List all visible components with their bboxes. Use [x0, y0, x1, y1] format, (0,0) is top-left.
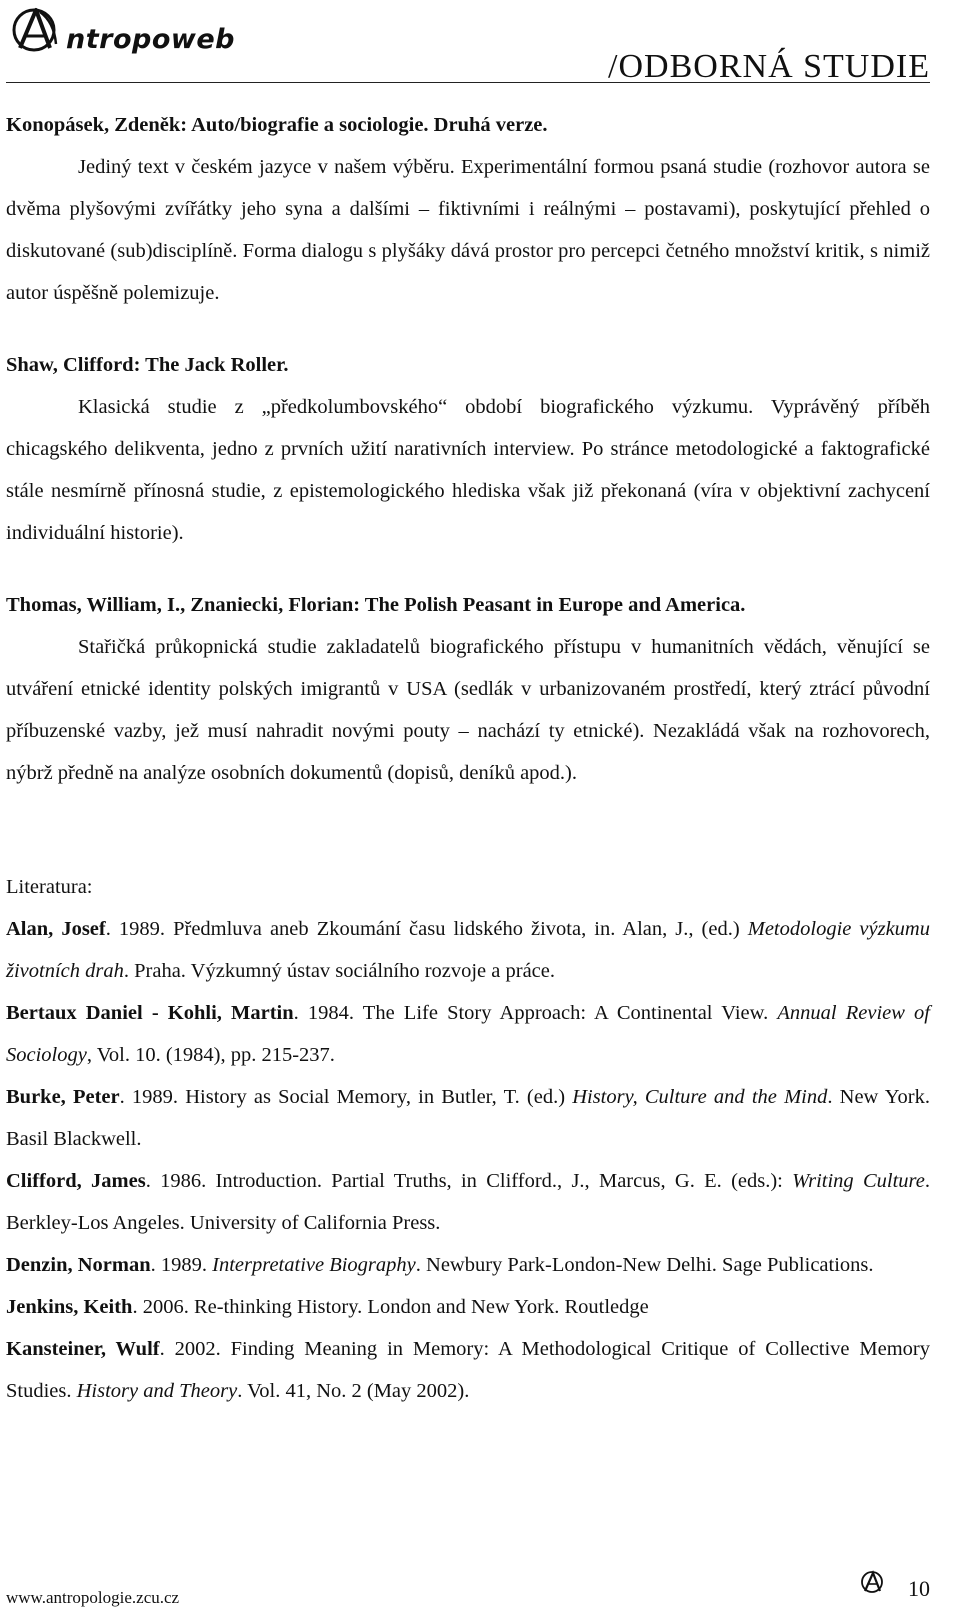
- reference-list: [6, 908, 930, 1412]
- reference-author: Jenkins, Keith: [6, 1296, 133, 1318]
- reference-item: [6, 992, 930, 1076]
- reference-author: Kansteiner, Wulf: [6, 1338, 160, 1360]
- logo-text: ntropoweb: [66, 24, 235, 55]
- logo-a-icon: [10, 4, 70, 62]
- entry-body: Klasická studie z „předkolumbovského“ období biografického výzkumu. Vyprávěný příběh chicagského delikventa, jedno z prvních užití narativních interview. Po stránce metodologické a faktografické stále nesmírně přínosná studie, z epistemologického hlediska však již překonaná (víra v objektivní zachycení individuální historie).: [6, 396, 930, 544]
- reference-item: [6, 908, 930, 992]
- entry-title: Shaw, Clifford: The Jack Roller.: [6, 354, 289, 376]
- antropoweb-logo[interactable]: [10, 4, 235, 60]
- reference-item: [6, 1244, 930, 1286]
- reference-text: . 2002. Finding Meaning in Memory: A Methodological Critique of Collective Memory Studies.: [6, 1338, 930, 1402]
- entry-body: Stařičká průkopnická studie zakladatelů biografického přístupu v humanitních vědách, věnující se utváření etnické identity polských imigrantů v USA (sedlák v urbanizovaném prostředí, který ztrácí původní příbuzenské vazby, jež musí nahradit novými pouty – nachází ty etnické). Nezakládá však na rozhovorech, nýbrž předně na analýze osobních dokumentů (dopisů, deníků apod.).: [6, 636, 930, 784]
- header-divider: [6, 82, 930, 83]
- reference-text: . Praha. Výzkumný ústav sociálního rozvoje a práce.: [123, 960, 556, 982]
- reference-work-title: Metodologie výzkumu životních drah: [6, 918, 930, 982]
- section-tag: /ODBORNÁ STUDIE: [608, 48, 930, 85]
- reference-text: , Vol. 10. (1984), pp. 215-237.: [86, 1044, 335, 1066]
- reference-text: . Berkley-Los Angeles. University of California Press.: [6, 1170, 930, 1234]
- entry-title: Thomas, William, I., Znaniecki, Florian: The Polish Peasant in Europe and America.: [6, 594, 746, 616]
- reference-item: [6, 1286, 930, 1328]
- reference-text: . Newbury Park-London-New Delhi. Sage Publications.: [415, 1254, 874, 1276]
- reference-text: . Vol. 41, No. 2 (May 2002).: [237, 1380, 470, 1402]
- reference-item: [6, 1160, 930, 1244]
- literature-heading: Literatura:: [6, 876, 93, 898]
- footer-logo-icon: [860, 1569, 886, 1595]
- reference-work-title: Writing Culture: [792, 1170, 925, 1192]
- reference-text: . 2006. Re-thinking History. London and New York. Routledge: [132, 1296, 649, 1318]
- reference-author: Clifford, James: [6, 1170, 146, 1192]
- reference-work-title: Interpretative Biography: [212, 1254, 416, 1276]
- entry-body: Jediný text v českém jazyce v našem výběru. Experimentální formou psaná studie (rozhovor autora se dvěma plyšovými zvířátky jeho syna a dalšími – fiktivními i reálnými – postavami), poskytující přehled o diskutované (sub)disciplíně. Forma dialogu s plyšáky dává prostor pro percepci četného množství kritik, s nimiž autor úspěšně polemizuje.: [6, 156, 930, 304]
- reference-work-title: History and Theory: [76, 1380, 238, 1402]
- reference-author: Alan, Josef: [6, 918, 106, 940]
- reference-author: Burke, Peter: [6, 1086, 120, 1108]
- page-header: [0, 0, 960, 92]
- reference-author: Bertaux Daniel - Kohli, Martin: [6, 1002, 294, 1024]
- reference-text: . 1989.: [150, 1254, 213, 1276]
- footer-url[interactable]: www.antropologie.zcu.cz: [6, 1588, 180, 1607]
- reference-text: . 1986. Introduction. Partial Truths, in Clifford., J., Marcus, G. E. (eds.):: [145, 1170, 793, 1192]
- reference-item: [6, 1076, 930, 1160]
- reference-text: . 1989. History as Social Memory, in Butler, T. (ed.): [119, 1086, 573, 1108]
- reference-text: . New York. Basil Blackwell.: [6, 1086, 930, 1150]
- main-content: [6, 104, 930, 1412]
- reference-work-title: Annual Review of Sociology: [6, 1002, 930, 1066]
- reference-text: . 1989. Předmluva aneb Zkoumání času lidského života, in. Alan, J., (ed.): [105, 918, 748, 940]
- reference-text: . 1984. The Life Story Approach: A Continental View.: [293, 1002, 778, 1024]
- entry-title: Konopásek, Zdeněk: Auto/biografie a sociologie. Druhá verze.: [6, 114, 548, 136]
- reference-author: Denzin, Norman: [6, 1254, 151, 1276]
- reference-item: [6, 1328, 930, 1412]
- page-number: 10: [908, 1576, 930, 1601]
- reference-work-title: History, Culture and the Mind: [572, 1086, 828, 1108]
